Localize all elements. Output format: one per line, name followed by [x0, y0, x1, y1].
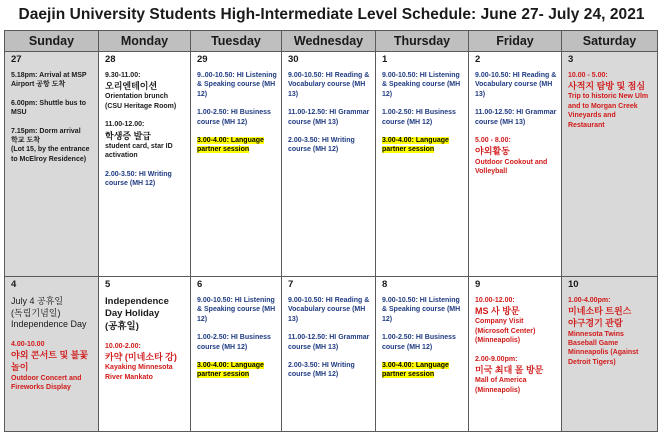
week-row-1	[5, 52, 658, 277]
week-row-2	[5, 277, 658, 432]
event-listening-speaking-course: 9.00-10.50: HI Listening & Speaking course (MH 12)	[382, 296, 461, 323]
calendar-table	[4, 30, 658, 432]
event-mall-of-america	[475, 355, 557, 395]
event-line: July 4 공휴일	[11, 295, 64, 306]
event-grammar-course: 11.00-12.50: HI Grammar course (MH 13)	[475, 109, 557, 126]
event-korean: 오리엔테이션	[105, 81, 158, 92]
event-grammar-course: 11.00-12.50: HI Grammar course (MH 13)	[288, 109, 370, 126]
event-time: 10.00-2.00:	[105, 342, 141, 350]
event-arrival-msp: 5.18pm: Arrival at MSP Airport 공항 도착	[11, 71, 87, 89]
event-shuttle-bus: 6.00pm: Shuttle bus to MSU	[11, 99, 87, 117]
event-business-course: 1.00-2.50: HI Business course (MH 12)	[197, 334, 271, 351]
event-business-course: 1.00-2.50: HI Business course (MH 12)	[197, 109, 271, 126]
day-cell-july-5	[99, 277, 191, 432]
event-line: (독립기념일)	[11, 307, 61, 318]
event-line: Independence Day	[11, 319, 87, 330]
event-korean: 야외활동	[475, 146, 510, 157]
event-english: Mall of America (Minneapolis)	[475, 377, 527, 394]
event-business-course: 1.00-2.50: HI Business course (MH 12)	[382, 109, 456, 126]
event-listening-speaking-course: 9.00-10.50: HI Listening & Speaking course (MH 12)	[382, 71, 461, 98]
event-time: 7.15pm: Dorm arrival	[11, 127, 81, 135]
event-time: 10.00 - 5.00:	[568, 71, 608, 79]
event-student-card	[105, 120, 186, 160]
event-reading-vocab-course: 9.00-10.50: HI Reading & Vocabulary course (MH 13)	[475, 71, 557, 98]
event-english: Company Visit (Microsoft Center) (Minneapolis)	[475, 318, 536, 345]
day-number: 29	[197, 54, 208, 65]
event-english: Outdoor Cookout and Volleyball	[475, 158, 548, 176]
event-korean: 야외 콘서트 및 불꽃놀이	[11, 350, 89, 373]
event-new-ulm-trip	[568, 71, 653, 130]
page-title: Daejin University Students High-Intermediate Level Schedule: June 27- July 24, 2021	[18, 6, 645, 23]
day-cell-june-29	[191, 52, 282, 277]
weekday-header-friday: Friday	[469, 31, 562, 52]
event-outdoor-cookout	[475, 136, 557, 176]
weekday-header-tuesday: Tuesday	[191, 31, 282, 52]
day-number: 30	[288, 54, 299, 65]
event-line: Independence Day Holiday	[105, 295, 169, 320]
event-english: Trip to historic New Ulm and to Morgan Creek Vineyards and Restaurant	[568, 93, 649, 129]
event-language-partner	[197, 136, 277, 155]
day-number: 9	[475, 279, 481, 290]
event-holiday	[105, 296, 186, 333]
day-cell-july-6	[191, 277, 282, 432]
event-english: Orientation brunch (CSU Heritage Room)	[105, 93, 177, 110]
day-number: 6	[197, 279, 203, 290]
weekday-header-monday: Monday	[99, 31, 191, 52]
event-reading-vocab-course: 9.00-10.50: HI Reading & Vocabulary course (MH 13)	[288, 71, 370, 98]
event-dorm-arrival	[11, 127, 94, 165]
day-number: 8	[382, 279, 388, 290]
event-writing-course: 2.00-3.50: HI Writing course (MH 12)	[288, 362, 355, 379]
event-korean: 미네소타 트윈스	[568, 306, 632, 317]
day-number: 27	[11, 54, 22, 65]
event-time: 5.00 - 8.00:	[475, 137, 511, 144]
event-korean: 사적지 탐방 및 점심	[568, 81, 646, 92]
event-english: Minnesota Twins Baseball Game Minneapolis (Against Detroit Tigers)	[568, 330, 639, 366]
weekday-header-saturday: Saturday	[562, 31, 658, 52]
event-independence-day	[11, 296, 94, 331]
day-cell-june-28	[99, 52, 191, 277]
day-number: 10	[568, 279, 579, 290]
event-time: 9.30-11.00:	[105, 71, 141, 79]
day-number: 5	[105, 279, 111, 290]
event-english: Kayaking Minnesota River Mankato	[105, 364, 173, 381]
event-time: 10.00-12.00:	[475, 296, 515, 304]
event-line: (공휴일)	[105, 320, 139, 332]
day-cell-july-2	[469, 52, 562, 277]
weekday-header-sunday: Sunday	[5, 31, 99, 52]
highlighted-text: 3.00-4.00: Language partner session	[197, 137, 264, 154]
event-korean: 학생증 발급	[105, 130, 151, 141]
event-microsoft-visit	[475, 296, 557, 346]
day-number: 7	[288, 279, 294, 290]
event-concert-fireworks	[11, 340, 94, 393]
highlighted-text: 3.00-4.00: Language partner session	[382, 137, 449, 154]
event-english: student card, star ID activation	[105, 142, 173, 160]
weekday-header-wednesday: Wednesday	[282, 31, 376, 52]
event-twins-baseball	[568, 296, 653, 367]
day-cell-july-10	[562, 277, 658, 432]
event-listening-speaking-course: 9.00-10.50: HI Listening & Speaking course (MH 12)	[197, 296, 276, 323]
event-language-partner	[382, 136, 464, 155]
day-cell-june-30	[282, 52, 376, 277]
event-time: 11.00-12.00:	[105, 121, 145, 129]
event-listening-speaking-course: 9..00-10.50: HI Listening & Speaking course (MH 12)	[197, 71, 277, 98]
day-number: 3	[568, 54, 574, 65]
day-cell-july-3	[562, 52, 658, 277]
event-english: Outdoor Concert and Fireworks Display	[11, 374, 82, 392]
weekday-header-row	[5, 31, 658, 52]
day-cell-july-7	[282, 277, 376, 432]
day-number: 2	[475, 54, 481, 65]
day-cell-june-27	[5, 52, 99, 277]
event-language-partner	[382, 361, 464, 380]
weekday-header-thursday: Thursday	[376, 31, 469, 52]
day-number: 4	[11, 279, 17, 290]
event-business-course: 1.00-2.50: HI Business course (MH 12)	[382, 334, 456, 351]
event-korean: 야구경기 관람	[568, 318, 623, 329]
event-writing-course: 2.00-3.50: HI Writing course (MH 12)	[288, 137, 355, 154]
event-korean: 카약 (미네소타 강)	[105, 352, 177, 363]
event-korean: 미국 최대 몰 방문	[475, 365, 544, 376]
event-kayaking	[105, 342, 186, 382]
day-number: 1	[382, 54, 388, 65]
day-cell-july-9	[469, 277, 562, 432]
event-korean: 학교 도착	[11, 137, 40, 144]
day-cell-july-4	[5, 277, 99, 432]
event-time: 1.00-4.00pm:	[568, 296, 611, 304]
day-number: 28	[105, 54, 116, 65]
event-note: (Lot 15, by the entrance to McElroy Residence)	[11, 146, 90, 163]
highlighted-text: 3.00-4.00: Language partner session	[197, 362, 264, 379]
highlighted-text: 3.00-4.00: Language partner session	[382, 362, 449, 379]
event-time: 4.00-10.00	[11, 340, 45, 348]
event-orientation	[105, 71, 186, 111]
day-cell-july-1	[376, 52, 469, 277]
event-language-partner	[197, 361, 277, 380]
event-grammar-course: 11.00-12.50: HI Grammar course (MH 13)	[288, 334, 370, 351]
event-reading-vocab-course: 9.00-10.50: HI Reading & Vocabulary course (MH 13)	[288, 296, 370, 323]
event-korean: MS 사 방문	[475, 306, 520, 317]
event-writing-course: 2.00-3.50: HI Writing course (MH 12)	[105, 170, 172, 188]
day-cell-july-8	[376, 277, 469, 432]
event-time: 2.00-9.00pm:	[475, 355, 518, 363]
